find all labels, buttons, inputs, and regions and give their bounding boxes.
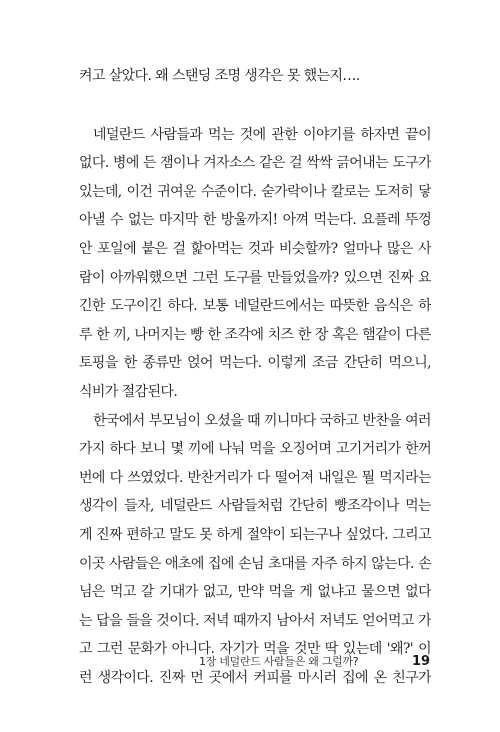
text-line: 안 포일에 붙은 걸 핥아먹는 것과 비슷할까? 얼마나 많은 사 <box>79 240 431 257</box>
text-line: 긴한 도구이긴 하다. 보통 네덜란드에서는 따뜻한 음식은 하 <box>79 298 431 315</box>
text-line: 고 그런 문화가 아니다. 자기가 먹을 것만 딱 있는데 '왜?' 이 <box>79 641 431 658</box>
text-line: 켜고 살았다. 왜 스탠딩 조명 생각은 못 했는지…. <box>79 68 360 84</box>
text-line: 는 답을 들을 것이다. 저녁 때까지 남아서 저녁도 얻어먹고 가 <box>79 612 431 629</box>
page-number: 19 <box>412 654 431 669</box>
text-line: 이곳 사람들은 애초에 집에 손님 초대를 자주 하지 않는다. 손 <box>79 555 431 572</box>
text-line: 네덜란드 사람들과 먹는 것에 관한 이야기를 하자면 끝이 <box>93 126 431 143</box>
text-line: 없다. 병에 든 잼이나 겨자소스 같은 걸 싹싹 긁어내는 도구가 <box>79 155 431 172</box>
page-footer <box>0 652 500 672</box>
text-line: 게 진짜 편하고 말도 못 하게 절약이 되는구나 싶었다. 그리고 <box>79 526 431 543</box>
text-line: 런 생각이다. 진짜 먼 곳에서 커피를 마시러 집에 온 친구가 <box>79 669 431 686</box>
text-line: 님은 먹고 갈 기대가 없고, 만약 먹을 게 없냐고 물으면 없다 <box>79 584 431 601</box>
text-line: 람이 아까워했으면 그런 도구를 만들었을까? 있으면 진짜 요 <box>79 269 431 286</box>
text-line: 한국에서 부모님이 오셨을 때 끼니마다 국하고 반찬을 여러 <box>93 412 431 429</box>
text-line: 번에 다 쓰였었다. 반찬거리가 다 떨어져 내일은 뭘 먹지라는 <box>79 469 431 486</box>
text-line: 토핑을 한 종류만 얹어 먹는다. 이렇게 조금 간단히 먹으니, <box>79 355 431 372</box>
text-line: 있는데, 이건 귀여운 수준이다. 숟가락이나 칼로는 도저히 닿 <box>79 183 431 200</box>
text-line: 식비가 절감된다. <box>79 383 178 400</box>
text-line: 루 한 끼, 나머지는 빵 한 조각에 치즈 한 장 혹은 햄같이 다른 <box>79 326 431 343</box>
text-line: 아낼 수 없는 마지막 한 방울까지! 아껴 먹는다. 요플레 뚜껑 <box>79 212 431 229</box>
text-line: 생각이 들자, 네덜란드 사람들처럼 간단히 빵조각이나 먹는 <box>79 498 431 515</box>
running-footer-chapter-title: 1장 네덜란드 사람들은 왜 그럴까? <box>199 655 359 668</box>
body-text <box>79 62 431 692</box>
text-line: 가지 하다 보니 몇 끼에 나눠 먹을 오징어며 고기거리가 한꺼 <box>79 441 431 458</box>
